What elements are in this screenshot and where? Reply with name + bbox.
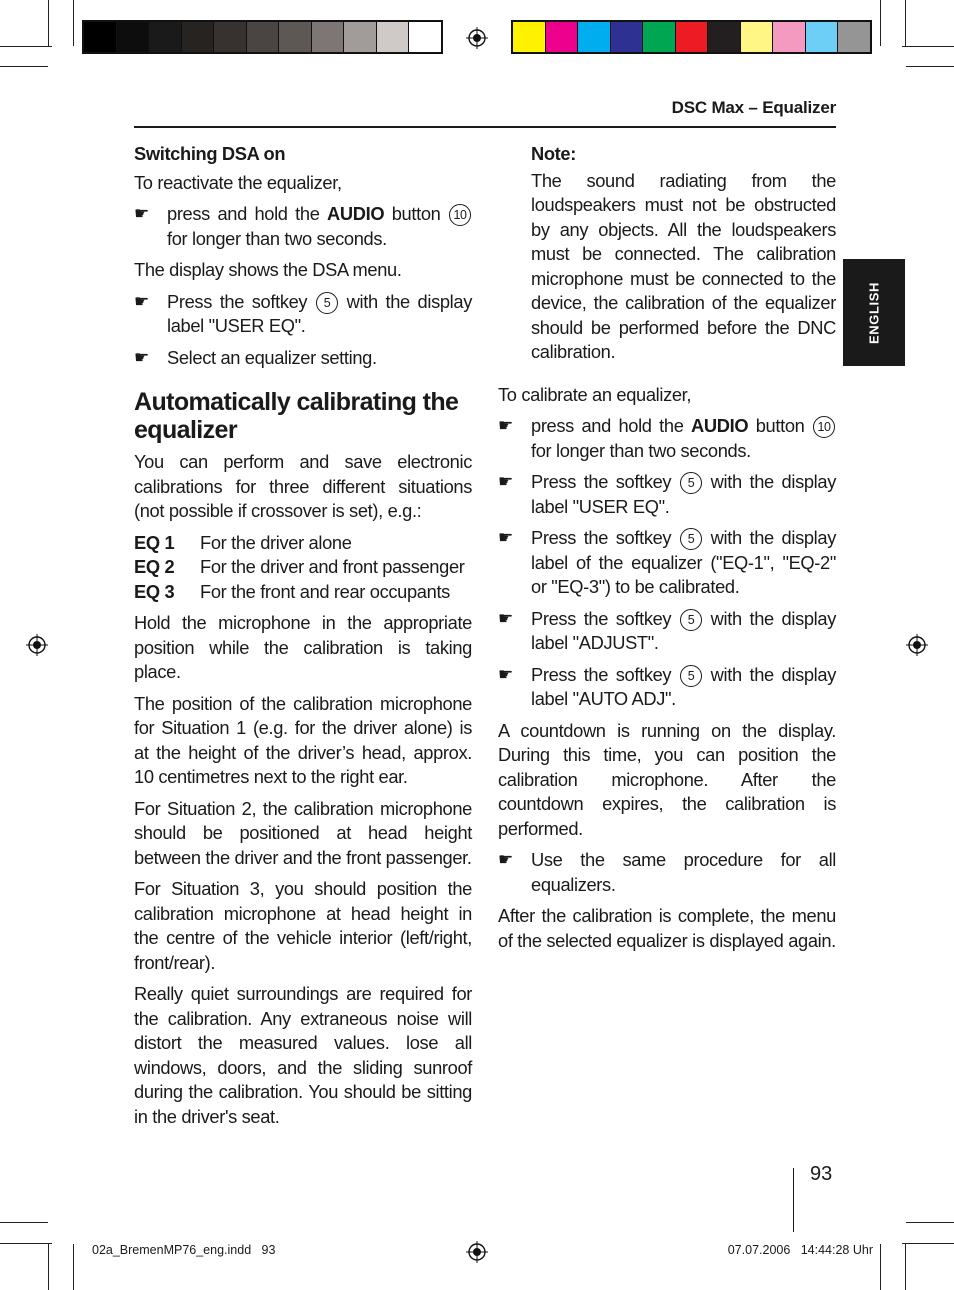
crop-mark bbox=[48, 1244, 49, 1290]
button-number-badge: 10 bbox=[449, 204, 471, 226]
eq-list-item: EQ 3 For the front and rear occupants bbox=[134, 580, 450, 602]
gray-swatch bbox=[117, 22, 150, 52]
situation-2-text: For Situation 2, the calibration microphone should be positioned at head height between the driver and the front passenger. bbox=[134, 797, 472, 868]
footer-datetime: 07.07.2006 14:44:28 Uhr bbox=[727, 1243, 873, 1257]
left-column bbox=[134, 142, 472, 1136]
gray-swatch bbox=[182, 22, 215, 52]
button-number-badge: 10 bbox=[813, 416, 835, 438]
crop-mark bbox=[0, 1222, 48, 1223]
crop-mark bbox=[48, 0, 49, 46]
hold-microphone-text: Hold the microphone in the appropriate position while the calibration is taking place. bbox=[134, 612, 472, 682]
reactivate-text: To reactivate the equalizer, bbox=[134, 171, 342, 193]
registration-target-icon bbox=[26, 634, 48, 656]
color-swatch bbox=[611, 22, 644, 52]
color-swatch bbox=[708, 22, 741, 52]
gray-swatch bbox=[312, 22, 345, 52]
instruction-step: ☛ Press the softkey 5 with the display label "ADJUST". bbox=[498, 607, 836, 653]
instruction-step: ☛ Press the softkey 5 with the display label "AUTO ADJ". bbox=[498, 663, 836, 709]
note-box bbox=[498, 142, 836, 365]
instruction-step: ☛ press and hold the AUDIO button 10 for longer than two seconds. bbox=[134, 202, 472, 251]
color-swatch bbox=[578, 22, 611, 52]
gray-scale-bar bbox=[82, 20, 443, 54]
softkey-number-badge: 5 bbox=[680, 609, 702, 631]
pointing-hand-icon: ☛ bbox=[134, 291, 149, 311]
instruction-step: ☛ Use the same procedure for all equalizers. bbox=[498, 849, 836, 895]
running-header: DSC Max – Equalizer bbox=[671, 98, 836, 117]
crop-mark bbox=[880, 0, 881, 46]
right-column bbox=[498, 142, 836, 960]
pointing-hand-icon: ☛ bbox=[134, 204, 149, 223]
auto-calibration-heading: Automatically calibrating the equalizer bbox=[134, 388, 459, 444]
gray-swatch bbox=[279, 22, 312, 52]
crop-mark bbox=[905, 1244, 906, 1290]
eq-list-item: EQ 1 For the driver alone bbox=[134, 531, 352, 553]
color-swatch bbox=[741, 22, 774, 52]
softkey-number-badge: 5 bbox=[680, 472, 702, 494]
crop-mark bbox=[0, 1243, 52, 1244]
auto-intro-text: You can perform and save electronic calibrations for three different situations (not possible if crossover is set), e.g.: bbox=[134, 451, 472, 521]
after-calibration-text: After the calibration is complete, the menu of the selected equalizer is displayed again. bbox=[498, 905, 836, 951]
pointing-hand-icon: ☛ bbox=[498, 850, 513, 869]
color-swatch bbox=[513, 22, 546, 52]
gray-swatch bbox=[84, 22, 117, 52]
softkey-number-badge: 5 bbox=[316, 292, 338, 314]
instruction-step: ☛ Press the softkey 5 with the display label of the equalizer ("EQ-1", "EQ-2" or "EQ-3") to be calibrated. bbox=[498, 527, 836, 597]
crop-mark bbox=[0, 66, 48, 67]
pointing-hand-icon: ☛ bbox=[498, 416, 513, 435]
gray-swatch bbox=[149, 22, 182, 52]
crop-mark bbox=[902, 46, 954, 47]
pointing-hand-icon: ☛ bbox=[498, 608, 513, 628]
situation-3-text: For Situation 3, you should position the calibration microphone at head height in the centre of the vehicle interior (left/right, front/rear). bbox=[134, 878, 472, 973]
softkey-number-badge: 5 bbox=[680, 528, 702, 550]
countdown-text: A countdown is running on the display. During this time, you can position the calibration microphone. After the countdown expires, the calibration is performed. bbox=[498, 719, 836, 839]
registration-target-icon bbox=[466, 1241, 488, 1263]
color-swatch bbox=[676, 22, 709, 52]
color-bar bbox=[511, 20, 872, 54]
pointing-hand-icon: ☛ bbox=[134, 347, 149, 367]
pointing-hand-icon: ☛ bbox=[498, 528, 513, 547]
color-swatch bbox=[806, 22, 839, 52]
pointing-hand-icon: ☛ bbox=[498, 664, 513, 684]
crop-mark bbox=[0, 46, 52, 47]
gray-swatch bbox=[409, 22, 441, 52]
softkey-number-badge: 5 bbox=[680, 665, 702, 687]
instruction-step: ☛ Select an equalizer setting. bbox=[134, 346, 377, 368]
display-dsa-text: The display shows the DSA menu. bbox=[134, 259, 402, 280]
quiet-surroundings-text: Really quiet surroundings are required for the calibration. Any extraneous noise will distort the measured values. lose all windows, doors, and the sliding sunroof during the calibration. You should be sitting in the driver's seat. bbox=[134, 983, 472, 1127]
pointing-hand-icon: ☛ bbox=[498, 472, 513, 491]
crop-mark bbox=[73, 1244, 74, 1290]
gray-swatch bbox=[377, 22, 410, 52]
switching-dsa-heading: Switching DSA on bbox=[134, 143, 286, 164]
crop-mark bbox=[902, 1243, 954, 1244]
eq-list-item: EQ 2 For the driver and front passenger bbox=[134, 556, 465, 577]
crop-mark bbox=[906, 1222, 954, 1223]
crop-mark bbox=[905, 0, 906, 46]
footer-filename: 02a_BremenMP76_eng.indd 93 bbox=[92, 1243, 276, 1257]
color-swatch bbox=[643, 22, 676, 52]
instruction-step: ☛ Press the softkey 5 with the display label "USER EQ". bbox=[498, 471, 836, 517]
color-swatch bbox=[773, 22, 806, 52]
header-rule bbox=[134, 126, 836, 128]
registration-target-icon bbox=[906, 634, 928, 656]
language-tab bbox=[843, 259, 905, 366]
instruction-step: ☛ press and hold the AUDIO button 10 for longer than two seconds. bbox=[498, 414, 836, 463]
color-swatch bbox=[546, 22, 579, 52]
page-number: 93 bbox=[810, 1163, 833, 1185]
crop-mark bbox=[906, 66, 954, 67]
gray-swatch bbox=[344, 22, 377, 52]
to-calibrate-text: To calibrate an equalizer, bbox=[498, 383, 692, 405]
color-swatch bbox=[838, 22, 870, 52]
gray-swatch bbox=[214, 22, 247, 52]
page-number-rule bbox=[793, 1168, 794, 1232]
crop-mark bbox=[880, 1244, 881, 1290]
gray-swatch bbox=[247, 22, 280, 52]
language-tab-label: ENGLISH bbox=[866, 281, 882, 344]
note-text: The sound radiating from the loudspeakers must not be obstructed by any objects. All the loudspeakers must be connected. The calibration microphone must be connected to the device, the calibration of the equalizer should be performed before the DNC calibration. bbox=[531, 169, 836, 362]
eq-list bbox=[134, 531, 472, 605]
situation-1-text: The position of the calibration microphone for Situation 1 (e.g. for the driver alone) is at the height of the driver’s head, approx. 10 centimetres next to the right ear. bbox=[134, 692, 472, 787]
registration-target-icon bbox=[466, 27, 488, 49]
note-label: Note: bbox=[531, 143, 576, 164]
instruction-step: ☛ Press the softkey 5 with the display label "USER EQ". bbox=[134, 290, 472, 336]
crop-mark bbox=[73, 0, 74, 46]
